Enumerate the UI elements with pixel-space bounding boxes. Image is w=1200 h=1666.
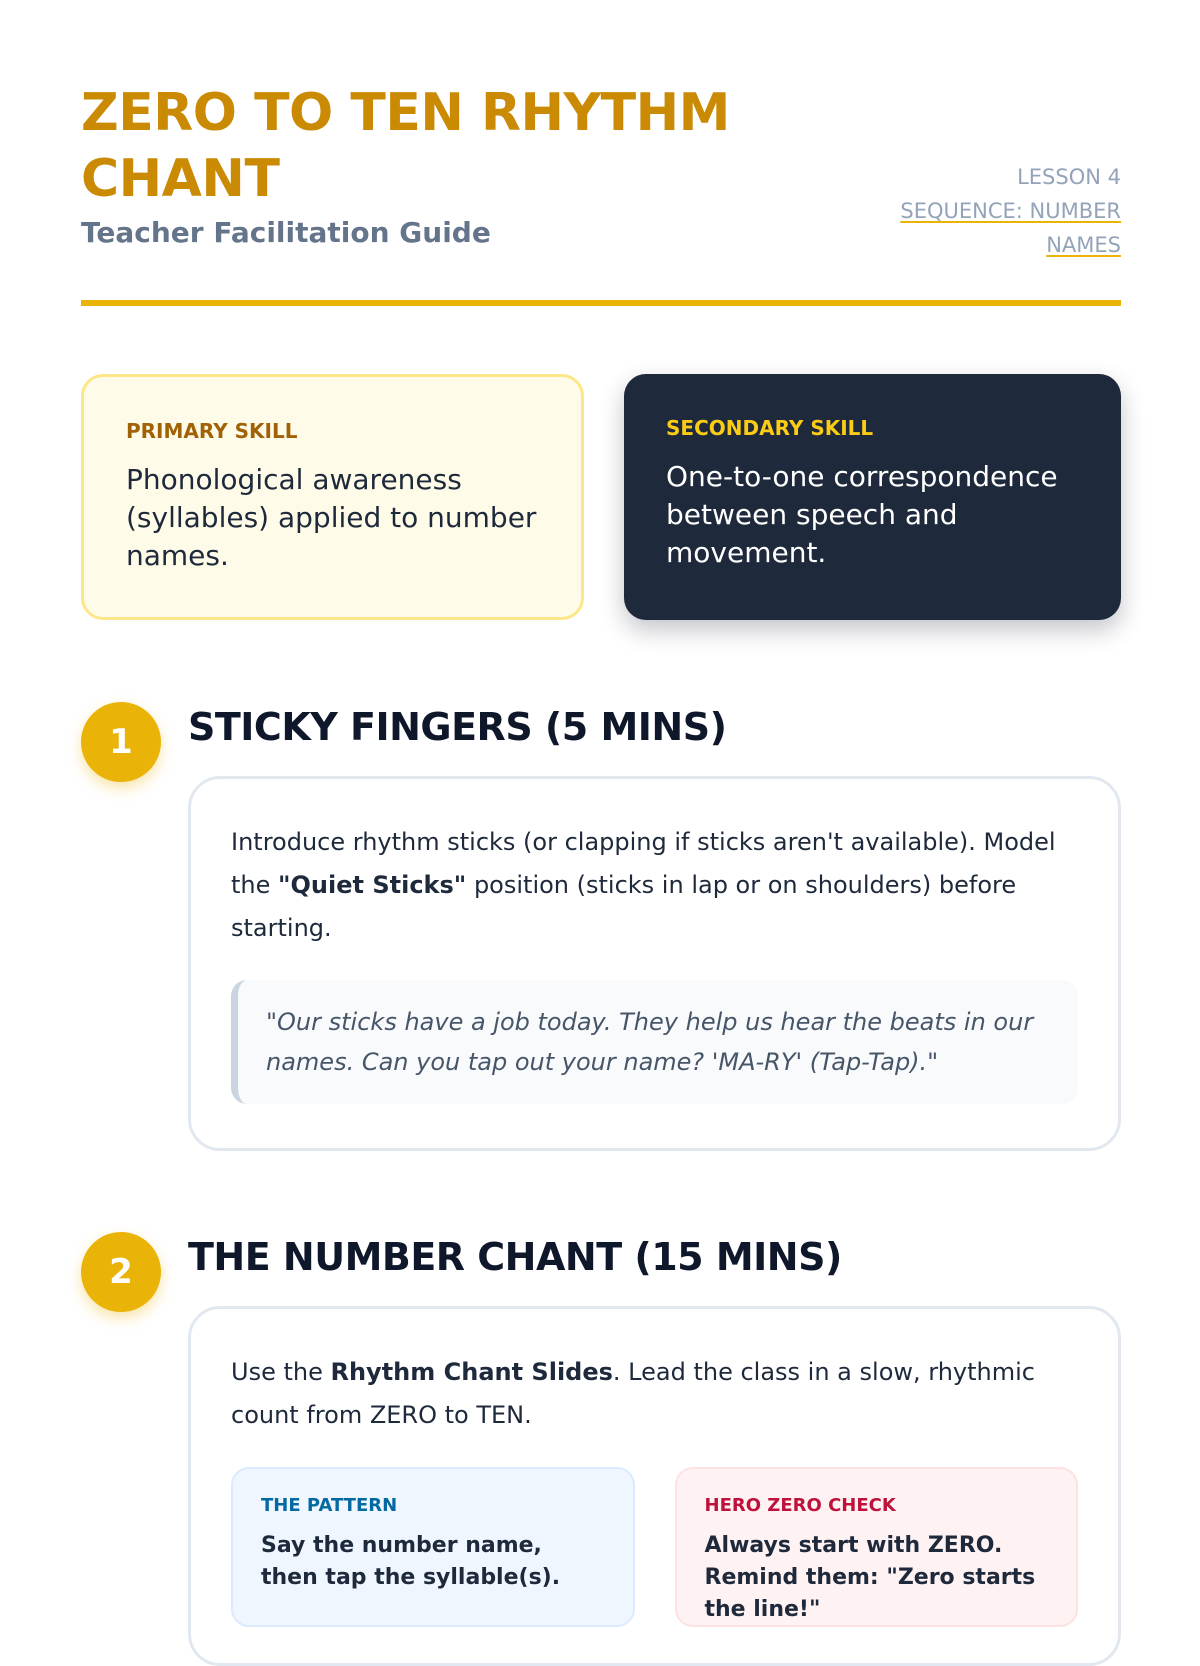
step-1-card xyxy=(188,776,1121,1151)
pattern-label: THE PATTERN xyxy=(261,1495,398,1516)
sequence-link[interactable]: SEQUENCE: NUMBER NAMES xyxy=(900,199,1121,257)
step-1-title: STICKY FINGERS (5 MINS) xyxy=(188,705,727,749)
hero-zero-text: Always start with ZERO. Remind them: "Zero starts the line!" xyxy=(704,1533,1036,1622)
step-2-tips xyxy=(231,1467,1078,1627)
primary-skill-text: Phonological awareness (syllables) applied to number names. xyxy=(126,463,537,572)
secondary-skill-text: One-to-one correspondence between speech and movement. xyxy=(666,460,1058,569)
quiet-sticks-term: "Quiet Sticks" xyxy=(278,871,467,899)
step-1-instructions: Introduce rhythm sticks (or clapping if sticks aren't available). Model the "Quiet Sticks" position (sticks in lap or on shoulders) before starting. xyxy=(231,828,1056,942)
lesson-meta xyxy=(861,160,1121,262)
secondary-skill-label: SECONDARY SKILL xyxy=(666,416,874,440)
primary-skill-label: PRIMARY SKILL xyxy=(126,419,298,443)
pattern-text: Say the number name, then tap the syllable(s). xyxy=(261,1533,561,1590)
page-title: ZERO TO TEN RHYTHM CHANT xyxy=(81,83,730,209)
header xyxy=(81,80,1121,305)
header-divider xyxy=(81,300,1121,306)
step-2-instructions: Use the Rhythm Chant Slides. Lead the class in a slow, rhythmic count from ZERO to TEN. xyxy=(231,1358,1035,1429)
step-2-number-badge: 2 xyxy=(81,1232,161,1312)
hero-zero-box xyxy=(675,1467,1079,1627)
step-1-script-quote: "Our sticks have a job today. They help us hear the beats in our names. Can you tap out your name? 'MA-RY' (Tap-Tap)." xyxy=(231,980,1078,1104)
step-2-title: THE NUMBER CHANT (15 MINS) xyxy=(188,1235,842,1279)
rhythm-chant-slides-term: Rhythm Chant Slides xyxy=(330,1358,613,1386)
secondary-skill-card xyxy=(624,374,1121,620)
primary-skill-card xyxy=(81,374,584,620)
lesson-number: LESSON 4 xyxy=(1017,165,1121,189)
hero-zero-label: HERO ZERO CHECK xyxy=(704,1495,896,1516)
step-2-card xyxy=(188,1306,1121,1666)
page-subtitle: Teacher Facilitation Guide xyxy=(81,216,491,249)
pattern-box xyxy=(231,1467,635,1627)
step-1-number-badge: 1 xyxy=(81,702,161,782)
